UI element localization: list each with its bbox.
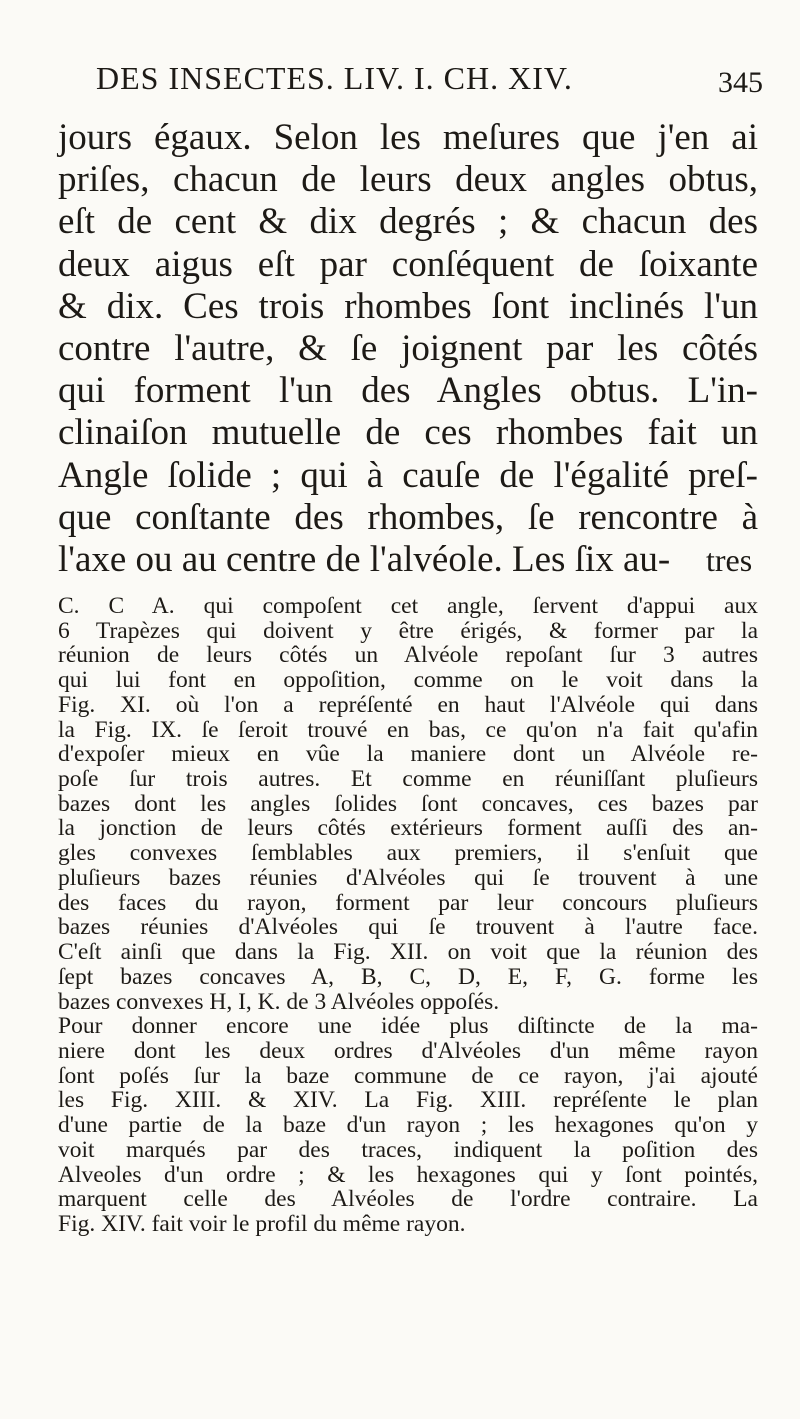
main-text-line: Angle ſolide ; qui à cauſe de l'égalité preſ-: [58, 454, 758, 496]
main-text-line: l'axe ou au centre de l'alvéole. Les ſix au-: [58, 538, 671, 580]
page-number: 345: [718, 66, 763, 99]
main-text-line: que conſtante des rhombes, ſe rencontre à: [58, 496, 758, 538]
footnote-line: ſont poſés ſur la baze commune de ce rayon, j'ai ajouté: [58, 1062, 758, 1089]
running-head: [0, 60, 800, 110]
main-text-block: [58, 117, 758, 581]
footnote-line: des faces du rayon, forment par leur concours pluſieurs: [58, 889, 758, 916]
footnote-line: Fig. XI. où l'on a repréſenté en haut l'Alvéole qui dans: [58, 691, 758, 718]
footnote-line: gles convexes ſemblables aux premiers, il s'enſuit que: [58, 840, 758, 867]
main-text-line: deux aigus eſt par conſéquent de ſoixante: [58, 243, 758, 285]
footnote-line: d'expoſer mieux en vûe la maniere dont un Alvéole re-: [58, 741, 758, 768]
main-text-line: qui forment l'un des Angles obtus. L'in-: [58, 370, 758, 412]
catchword: tres: [706, 542, 753, 578]
footnote-line: bazes réunies d'Alvéoles qui ſe trouvent à l'autre face.: [58, 914, 758, 941]
running-title: DES INSECTES. LIV. I. CH. XIV.: [96, 60, 573, 96]
main-text-line: priſes, chacun de leurs deux angles obtus,: [58, 159, 758, 201]
footnote-line: bazes convexes H, I, K. de 3 Alvéoles oppoſés.: [58, 988, 500, 1015]
footnote-line: la Fig. IX. ſe ſeroit trouvé en bas, ce qu'on n'a fait qu'afin: [58, 716, 758, 743]
main-text-line: eſt de cent & dix degrés ; & chacun des: [58, 201, 758, 243]
footnote-line: pluſieurs bazes réunies d'Alvéoles qui ſe trouvent à une: [58, 864, 758, 891]
footnote-block: [58, 594, 758, 1237]
footnote-line: ſept bazes concaves A, B, C, D, E, F, G. forme les: [58, 963, 758, 990]
main-text-line: jours égaux. Selon les meſures que j'en ai: [58, 117, 758, 158]
footnote-line: niere dont les deux ordres d'Alvéoles d'un même rayon: [58, 1037, 758, 1064]
footnote-line: Fig. XIV. fait voir le profil du même rayon.: [58, 1210, 466, 1237]
footnote-line: bazes dont les angles ſolides ſont concaves, ces bazes par: [58, 790, 758, 817]
footnote-line: les Fig. XIII. & XIV. La Fig. XIII. repréſente le plan: [58, 1087, 758, 1114]
footnote-line: qui lui font en oppoſition, comme on le voit dans la: [58, 667, 758, 694]
main-text-line: clinaiſon mutuelle de ces rhombes fait un: [58, 412, 758, 454]
footnote-line: 6 Trapèzes qui doivent y être érigés, & former par la: [58, 617, 758, 644]
footnote-line: d'une partie de la baze d'un rayon ; les hexagones qu'on y: [58, 1112, 758, 1139]
footnote-line: Alveoles d'un ordre ; & les hexagones qui y ſont pointés,: [58, 1161, 758, 1188]
footnote-line: Pour donner encore une idée plus diſtincte de la ma-: [58, 1013, 758, 1040]
footnote-line: voit marqués par des traces, indiquent la poſition des: [58, 1136, 758, 1163]
main-text-line: contre l'autre, & ſe joignent par les côtés: [58, 327, 758, 369]
footnote-line: la jonction de leurs côtés extérieurs forment auſſi des an-: [58, 815, 758, 842]
footnote-line: marquent celle des Alvéoles de l'ordre contraire. La: [58, 1186, 758, 1213]
footnote-line: réunion de leurs côtés un Alvéole repoſant ſur 3 autres: [58, 642, 758, 669]
footnote-line: C'eſt ainſi que dans la Fig. XII. on voit que la réunion des: [58, 939, 758, 966]
footnote-line: C. C A. qui compoſent cet angle, ſervent d'appui aux: [58, 593, 758, 619]
main-text-line: & dix. Ces trois rhombes ſont inclinés l'un: [58, 285, 758, 327]
footnote-line: poſe ſur trois autres. Et comme en réuniſſant pluſieurs: [58, 766, 758, 793]
